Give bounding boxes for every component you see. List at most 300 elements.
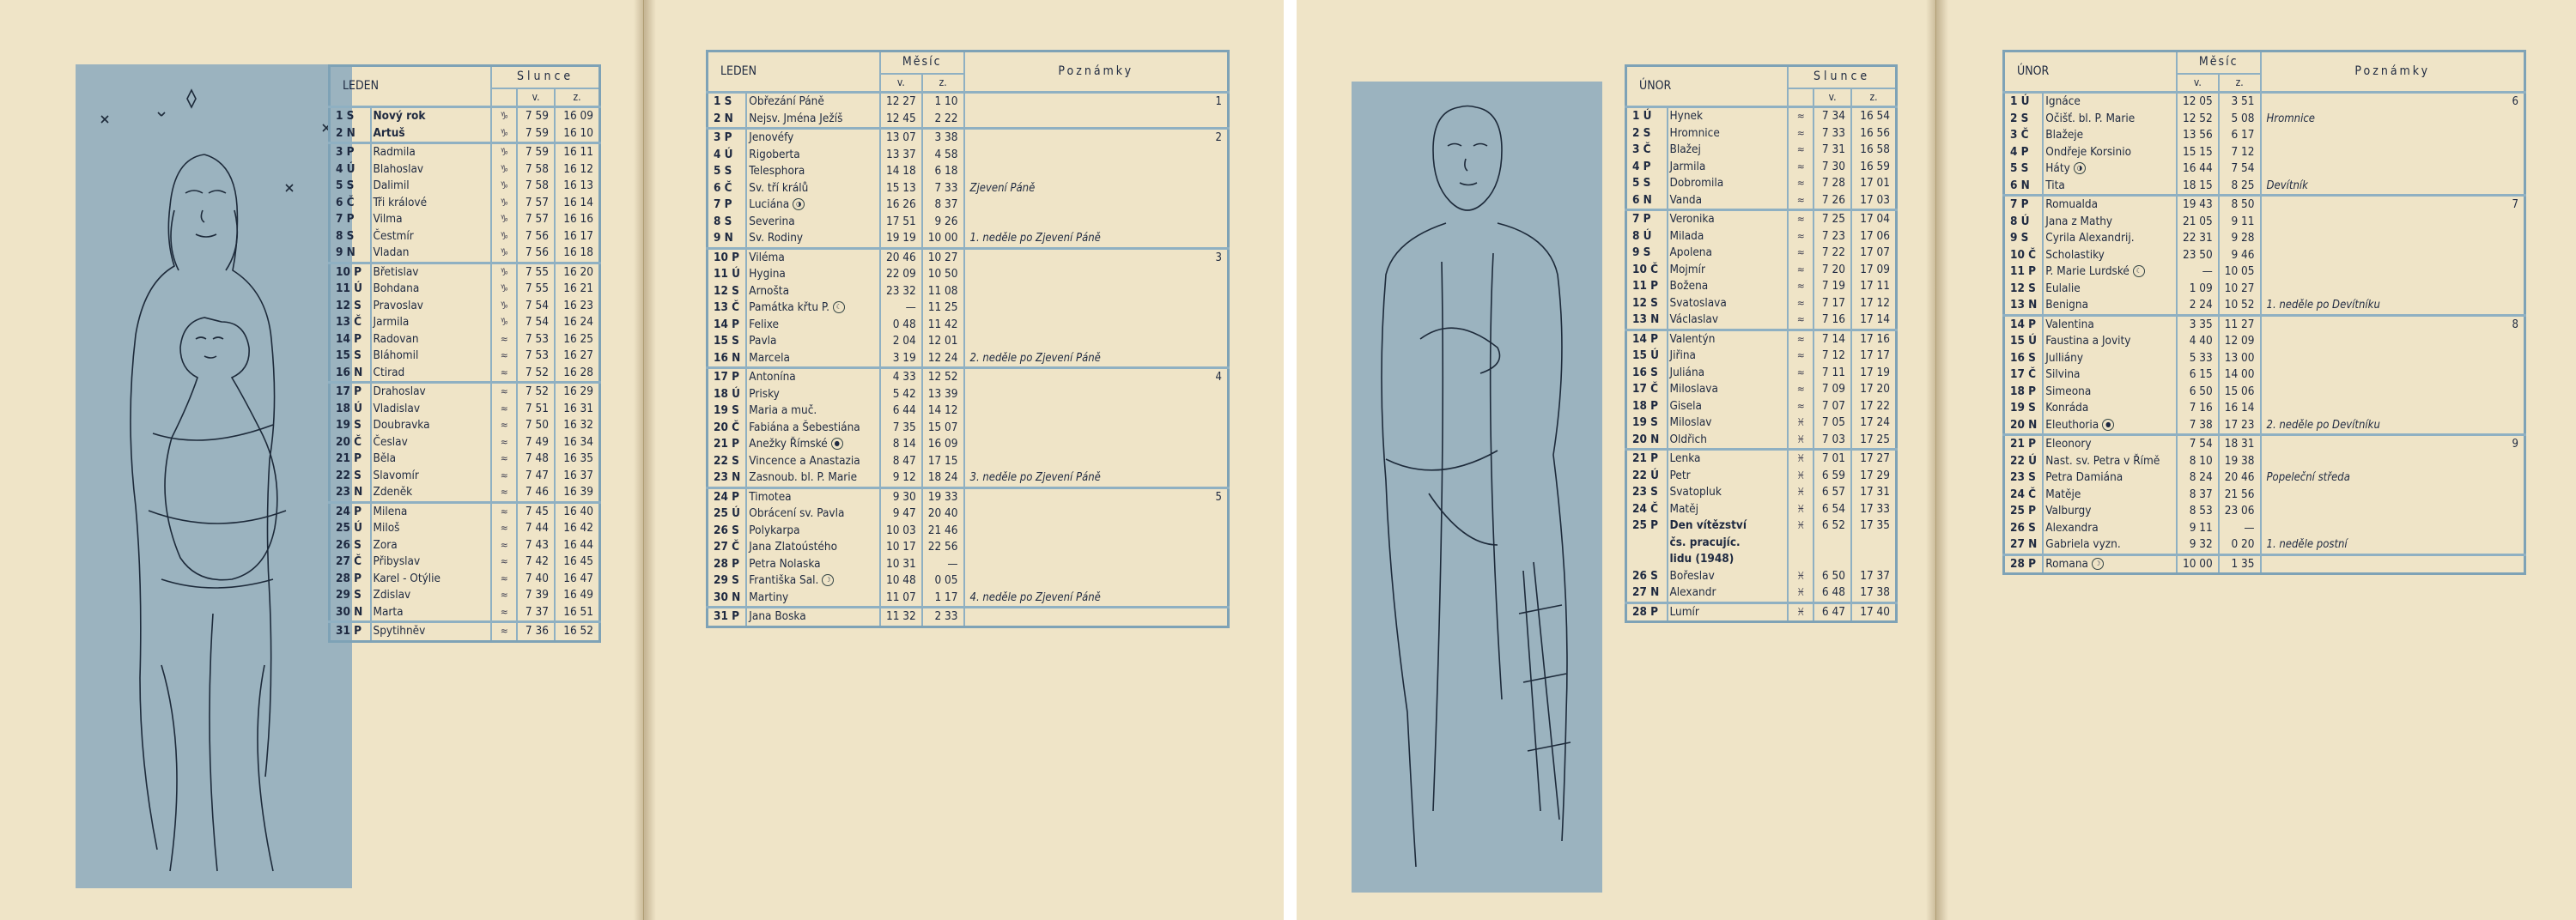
saint-text: Julliány xyxy=(2045,350,2084,365)
table-row xyxy=(1626,468,1897,485)
sun-table xyxy=(1625,64,1898,623)
week-number xyxy=(2503,214,2525,231)
sunset xyxy=(1851,535,1897,552)
moonrise: 4 40 xyxy=(2177,333,2219,350)
day-number xyxy=(708,147,747,164)
moonset: 10 27 xyxy=(2219,281,2261,298)
zodiac-symbol: ≈ xyxy=(491,622,517,642)
day-number xyxy=(1626,398,1668,415)
sunrise: 7 42 xyxy=(517,554,555,571)
table-row xyxy=(1626,535,1897,552)
zodiac-symbol: ≈ xyxy=(1788,312,1814,330)
table-row xyxy=(1626,501,1897,518)
note xyxy=(964,556,1206,573)
day-label: 2 N xyxy=(714,111,733,125)
saint-name xyxy=(746,572,880,590)
table-row xyxy=(708,505,1229,523)
moonset: 18 24 xyxy=(922,469,964,487)
table-row xyxy=(330,622,600,642)
name-text: Ctirad xyxy=(373,365,405,379)
table-row xyxy=(1626,381,1897,398)
sunrise: 7 07 xyxy=(1814,398,1851,415)
saint-name xyxy=(2043,417,2177,435)
day-number xyxy=(2004,554,2044,574)
name-day xyxy=(1668,348,1789,365)
zodiac-symbol: ♓ xyxy=(1788,468,1814,485)
symbol-header xyxy=(491,88,517,107)
name-text: Zora xyxy=(373,537,398,552)
day-label: 23 N xyxy=(714,470,741,484)
zodiac-symbol: ≈ xyxy=(1788,398,1814,415)
table-row xyxy=(330,468,600,485)
day-label: 19 S xyxy=(2010,401,2036,415)
name-text: Svatoslava xyxy=(1669,295,1727,310)
moonset: 2 33 xyxy=(922,608,964,627)
saint-text: Marcela xyxy=(749,350,790,365)
saint-text: Tita xyxy=(2045,178,2065,192)
moonset: 8 50 xyxy=(2219,196,2261,214)
sunset: 16 54 xyxy=(1851,107,1897,125)
day-number xyxy=(708,300,747,317)
day-number xyxy=(1626,107,1668,125)
table-row xyxy=(708,523,1229,540)
name-day xyxy=(1668,602,1789,622)
table-row xyxy=(1626,551,1897,568)
day-label: 24 Č xyxy=(1632,501,1659,516)
name-text: Čestmír xyxy=(373,228,414,243)
week-number: 4 xyxy=(1206,368,1229,386)
zodiac-symbol: ♓ xyxy=(1788,568,1814,585)
day-number xyxy=(1626,501,1668,518)
week-number xyxy=(2503,350,2525,367)
zodiac-symbol: ≈ xyxy=(1788,245,1814,262)
saint-name xyxy=(2043,384,2177,401)
moon-group-header: Měsíc xyxy=(880,51,964,74)
zodiac-symbol: ♑ xyxy=(491,125,517,143)
moonset: 12 24 xyxy=(922,350,964,368)
day-number xyxy=(330,365,371,383)
note xyxy=(964,453,1206,470)
saint-name xyxy=(746,368,880,386)
table-row xyxy=(708,590,1229,608)
day-label: 11 Ú xyxy=(714,267,740,281)
moonset: 9 26 xyxy=(922,214,964,231)
day-label: 6 Č xyxy=(714,180,732,195)
moonrise-header: v. xyxy=(2177,74,2219,93)
moonset: 14 00 xyxy=(2219,366,2261,384)
week-number xyxy=(2503,536,2525,554)
sunset: 17 06 xyxy=(1851,228,1897,245)
day-label: 17 Č xyxy=(1632,382,1659,396)
week-number xyxy=(1206,590,1229,608)
table-row xyxy=(1626,210,1897,228)
table-row xyxy=(1626,398,1897,415)
sunset: 16 44 xyxy=(555,537,600,554)
saint-text: Alexandra xyxy=(2045,520,2099,535)
name-day xyxy=(1668,107,1789,125)
day-label: 8 S xyxy=(714,214,732,228)
day-number xyxy=(330,554,371,571)
table-row xyxy=(2004,487,2525,504)
gutter xyxy=(634,0,656,920)
moonset: 17 15 xyxy=(922,453,964,470)
name-text: Vladislav xyxy=(373,401,421,415)
moonset: 15 06 xyxy=(2219,384,2261,401)
table-row xyxy=(2004,214,2525,231)
day-number xyxy=(2004,297,2044,315)
saint-name xyxy=(746,214,880,231)
zodiac-symbol: ≈ xyxy=(1788,381,1814,398)
table-row xyxy=(708,386,1229,403)
table-row xyxy=(330,434,600,451)
day-number xyxy=(2004,469,2044,487)
sunrise: 7 57 xyxy=(517,211,555,228)
saint-name xyxy=(2043,520,2177,537)
note xyxy=(2261,453,2503,470)
saint-text: Očišť. bl. P. Marie xyxy=(2045,111,2136,125)
saint-text: Eleonory xyxy=(2045,437,2092,451)
set-header: z. xyxy=(1851,88,1897,107)
saint-name xyxy=(2043,214,2177,231)
day-number xyxy=(708,333,747,350)
saint-name xyxy=(746,608,880,627)
note xyxy=(964,214,1206,231)
note xyxy=(2261,384,2503,401)
moonrise: 12 05 xyxy=(2177,93,2219,111)
table-row xyxy=(1626,518,1897,535)
week-number xyxy=(1206,283,1229,300)
day-label: 24 Č xyxy=(2010,487,2037,501)
day-label: 16 N xyxy=(714,350,741,365)
day-label: 14 P xyxy=(2010,317,2037,331)
day-label: 7 P xyxy=(1632,212,1651,226)
name-day xyxy=(371,348,492,365)
moonset: 6 17 xyxy=(2219,127,2261,144)
day-number xyxy=(330,107,371,125)
day-number xyxy=(330,195,371,212)
note xyxy=(2261,247,2503,264)
name-day xyxy=(1668,210,1789,228)
day-number xyxy=(708,420,747,437)
note xyxy=(2261,281,2503,298)
sun-group-header: Slunce xyxy=(491,66,599,88)
saint-name xyxy=(2043,178,2177,196)
table-row xyxy=(708,197,1229,214)
moonset: 10 52 xyxy=(2219,297,2261,315)
moonrise: 22 09 xyxy=(880,266,922,283)
note xyxy=(2261,366,2503,384)
name-day xyxy=(371,263,492,281)
day-label: 24 P xyxy=(714,489,740,504)
moonset: 4 58 xyxy=(922,147,964,164)
day-number xyxy=(1626,415,1668,432)
day-label: 25 P xyxy=(2010,504,2037,518)
moonset: 1 35 xyxy=(2219,554,2261,574)
sunrise: 7 05 xyxy=(1814,415,1851,432)
sunrise: 7 52 xyxy=(517,365,555,383)
table-row xyxy=(2004,554,2525,574)
moonset-header: z. xyxy=(922,74,964,93)
table-row xyxy=(1626,584,1897,602)
moonset: 1 17 xyxy=(922,590,964,608)
name-text: Dobromila xyxy=(1669,176,1724,190)
zodiac-symbol: ♑ xyxy=(491,281,517,298)
table-row xyxy=(330,143,600,161)
saint-name xyxy=(746,248,880,266)
sunset: 16 13 xyxy=(555,178,600,195)
zodiac-symbol: ♑ xyxy=(491,298,517,315)
name-day xyxy=(1668,312,1789,330)
saint-name xyxy=(746,505,880,523)
saint-text: Arnošta xyxy=(749,283,790,298)
day-number xyxy=(708,93,747,111)
day-number xyxy=(708,266,747,283)
moonset: 11 08 xyxy=(922,283,964,300)
week-number: 2 xyxy=(1206,129,1229,147)
sunrise: 6 48 xyxy=(1814,584,1851,602)
table-row xyxy=(2004,93,2525,111)
saint-text: Rigoberta xyxy=(749,147,800,161)
day-label: 27 Č xyxy=(714,540,740,554)
saint-name xyxy=(2043,127,2177,144)
table-row xyxy=(1626,450,1897,468)
moonset: 16 09 xyxy=(922,436,964,453)
name-day xyxy=(1668,432,1789,450)
sunset: 16 12 xyxy=(555,161,600,179)
day-label: 9 S xyxy=(2010,231,2029,245)
zodiac-symbol: ≈ xyxy=(491,331,517,348)
table-row xyxy=(2004,417,2525,435)
sunset: 17 16 xyxy=(1851,330,1897,348)
table-row xyxy=(2004,178,2525,196)
name-text: Vladan xyxy=(373,245,410,259)
moonrise: 9 11 xyxy=(2177,520,2219,537)
moonset: 3 51 xyxy=(2219,93,2261,111)
sunrise: 7 49 xyxy=(517,434,555,451)
note xyxy=(964,386,1206,403)
moonset: 7 54 xyxy=(2219,160,2261,178)
day-label: 23 S xyxy=(1632,485,1658,499)
day-number xyxy=(1626,330,1668,348)
zodiac-symbol: ≈ xyxy=(491,604,517,622)
zodiac-symbol: ♑ xyxy=(491,143,517,161)
table-row xyxy=(2004,384,2525,401)
name-text: Spytihněv xyxy=(373,624,426,638)
saint-text: Martiny xyxy=(749,590,789,604)
note xyxy=(964,523,1206,540)
name-day xyxy=(371,622,492,642)
day-label: 28 P xyxy=(1632,604,1659,619)
table-row xyxy=(1626,415,1897,432)
name-text: Bláhomil xyxy=(373,348,419,362)
table-row xyxy=(330,348,600,365)
table-row xyxy=(330,571,600,588)
name-day xyxy=(1668,568,1789,585)
moonrise: 15 15 xyxy=(2177,144,2219,161)
day-number xyxy=(330,451,371,468)
zodiac-symbol: ≈ xyxy=(491,434,517,451)
name-day xyxy=(1668,330,1789,348)
name-text: Jarmila xyxy=(1669,159,1706,173)
day-label: 7 P xyxy=(2010,197,2029,211)
zodiac-symbol: ♓ xyxy=(1788,450,1814,468)
saint-name xyxy=(2043,554,2177,574)
sunrise: 7 37 xyxy=(517,604,555,622)
sunrise: 7 09 xyxy=(1814,381,1851,398)
name-day xyxy=(371,571,492,588)
moonset: 3 38 xyxy=(922,129,964,147)
sunset: 17 20 xyxy=(1851,381,1897,398)
table-row xyxy=(708,111,1229,129)
day-label: 5 S xyxy=(1632,176,1651,190)
sunrise: 7 20 xyxy=(1814,262,1851,279)
day-label: 14 P xyxy=(1632,331,1659,346)
note xyxy=(2261,350,2503,367)
day-number xyxy=(708,572,747,590)
sunrise xyxy=(1814,551,1851,568)
note: 4. neděle po Zjevení Páně xyxy=(964,590,1206,608)
day-label: 16 S xyxy=(2010,350,2036,365)
table-row xyxy=(330,383,600,401)
saint-name xyxy=(746,163,880,180)
table-row xyxy=(2004,263,2525,281)
month-header: ÚNOR xyxy=(2004,51,2177,93)
moonrise: 19 19 xyxy=(880,230,922,248)
day-number xyxy=(708,214,747,231)
day-number xyxy=(708,317,747,334)
day-number xyxy=(1626,348,1668,365)
day-label: 5 S xyxy=(336,179,355,192)
day-label: 11 Ú xyxy=(336,281,362,295)
table-row xyxy=(708,230,1229,248)
table-row xyxy=(1626,107,1897,125)
day-number xyxy=(330,125,371,143)
name-text: Radmila xyxy=(373,145,416,159)
sunset: 16 24 xyxy=(555,314,600,331)
name-text: čs. pracujíc. xyxy=(1669,535,1741,549)
moonrise: 9 12 xyxy=(880,469,922,487)
zodiac-symbol: ≈ xyxy=(491,468,517,485)
table-row xyxy=(1626,602,1897,622)
day-number xyxy=(1626,192,1668,210)
sunset: 16 40 xyxy=(555,502,600,520)
name-text: lidu (1948) xyxy=(1669,552,1735,566)
zodiac-symbol xyxy=(1788,551,1814,568)
day-number xyxy=(330,401,371,418)
saint-text: Pavla xyxy=(749,334,777,348)
week-number xyxy=(1206,317,1229,334)
sunset: 16 37 xyxy=(555,468,600,485)
week-number: 1 xyxy=(1206,93,1229,111)
name-day xyxy=(1668,398,1789,415)
moonset: 12 52 xyxy=(922,368,964,386)
table-row xyxy=(1626,159,1897,176)
moonset: 11 25 xyxy=(922,300,964,317)
name-day xyxy=(371,228,492,245)
note xyxy=(964,300,1206,317)
name-day xyxy=(371,211,492,228)
moonset: 21 46 xyxy=(922,523,964,540)
day-label: 26 S xyxy=(336,537,361,552)
table-row xyxy=(330,245,600,263)
moonset: 17 23 xyxy=(2219,417,2261,435)
table-row xyxy=(708,317,1229,334)
day-number xyxy=(708,368,747,386)
day-label: 16 S xyxy=(1632,365,1658,379)
saint-name xyxy=(746,111,880,129)
day-number xyxy=(708,402,747,420)
day-label: 9 N xyxy=(336,245,355,259)
moonrise: 7 16 xyxy=(2177,400,2219,417)
table-row xyxy=(330,281,600,298)
table-row xyxy=(1626,192,1897,210)
zodiac-symbol: ♓ xyxy=(1788,518,1814,535)
rise-header: v. xyxy=(1814,88,1851,107)
day-label: 6 N xyxy=(1632,192,1652,207)
name-text: Apolena xyxy=(1669,245,1712,259)
day-number xyxy=(1626,468,1668,485)
week-number xyxy=(2503,178,2525,196)
table-row xyxy=(708,214,1229,231)
note xyxy=(2261,144,2503,161)
saint-text: Konráda xyxy=(2045,401,2089,415)
zodiac-symbol xyxy=(1788,535,1814,552)
note xyxy=(2261,196,2503,214)
sunrise: 7 57 xyxy=(517,195,555,212)
name-day xyxy=(371,245,492,263)
day-number xyxy=(2004,400,2044,417)
day-label: 3 P xyxy=(714,130,732,144)
week-number xyxy=(2503,333,2525,350)
sunset: 17 11 xyxy=(1851,278,1897,295)
day-number xyxy=(2004,230,2044,247)
note xyxy=(964,368,1206,386)
day-label: 10 Č xyxy=(2010,247,2037,262)
saint-text: Benigna xyxy=(2045,298,2089,312)
week-number xyxy=(1206,420,1229,437)
day-label: 31 P xyxy=(336,624,362,638)
sunset: 16 31 xyxy=(555,401,600,418)
moonset: 10 27 xyxy=(922,248,964,266)
sunrise: 6 47 xyxy=(1814,602,1851,622)
day-number xyxy=(1626,365,1668,382)
moonrise: 8 10 xyxy=(2177,453,2219,470)
table-row xyxy=(2004,536,2525,554)
zodiac-symbol: ≈ xyxy=(491,537,517,554)
table-row xyxy=(708,608,1229,627)
day-label: 22 Ú xyxy=(2010,453,2037,468)
name-day xyxy=(1668,468,1789,485)
zodiac-symbol: ≈ xyxy=(491,502,517,520)
week-number xyxy=(2503,400,2525,417)
day-label: 20 N xyxy=(2010,417,2038,432)
sunrise: 7 44 xyxy=(517,520,555,537)
day-number xyxy=(1626,568,1668,585)
saint-text: Antonína xyxy=(749,370,796,384)
name-text: Zdeněk xyxy=(373,485,413,499)
note xyxy=(2261,230,2503,247)
day-label: 23 S xyxy=(2010,470,2036,484)
sunset: 16 34 xyxy=(555,434,600,451)
sunrise: 7 59 xyxy=(517,143,555,161)
week-number xyxy=(1206,300,1229,317)
day-label: 12 S xyxy=(2010,281,2036,295)
moonset: 9 46 xyxy=(2219,247,2261,264)
moonrise: 13 07 xyxy=(880,129,922,147)
name-day xyxy=(1668,175,1789,192)
day-label: 1 Ú xyxy=(2010,94,2030,108)
moonrise: — xyxy=(2177,263,2219,281)
